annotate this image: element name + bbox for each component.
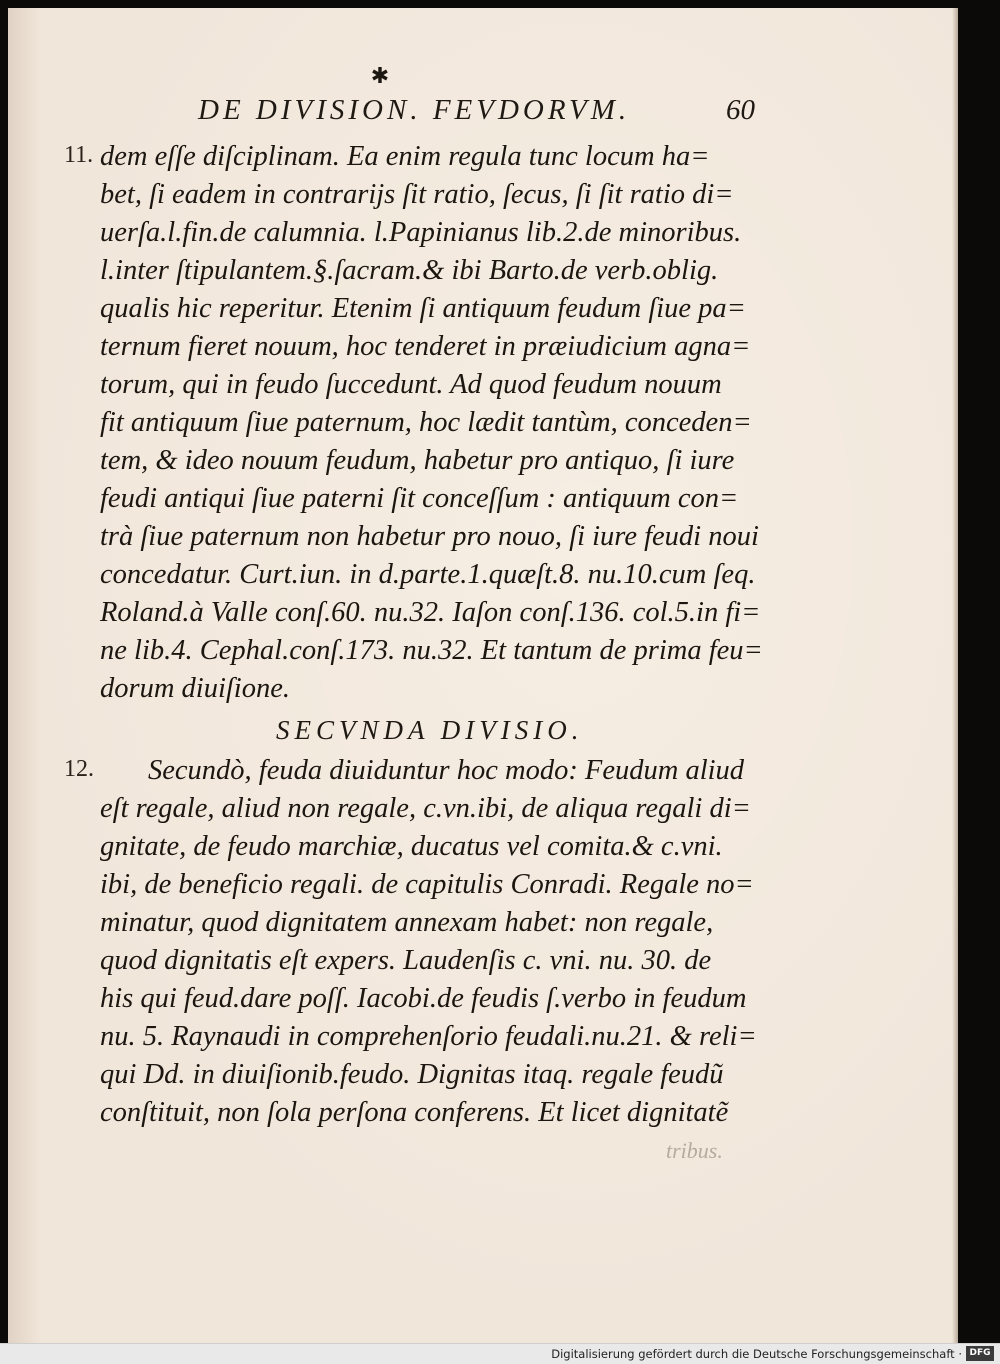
text-line: eſt regale, aliud non regale, c.vn.ibi, de aliqua regali di= (100, 793, 751, 824)
text-line: bet, ſi eadem in contrarijs ſit ratio, ſecus, ſi ſit ratio di= (100, 179, 734, 210)
page-edge-shadow (952, 8, 958, 1343)
asterisk-ornament-icon: ✱ (370, 64, 390, 89)
text-line: nu. 5. Raynaudi in comprehenſorio feudali.nu.21. & reli= (100, 1021, 757, 1052)
text-line: his qui feud.dare poſſ. Iacobi.de feudis ſ.verbo in feudum (100, 983, 747, 1014)
text-line: tem, & ideo nouum feudum, habetur pro antiquo, ſi iure (100, 445, 735, 476)
text-line: concedatur. Curt.iun. in d.parte.1.quæſt.8. nu.10.cum ſeq. (100, 559, 756, 590)
text-line: qui Dd. in diuiſionib.feudo. Dignitas itaq. regale feudũ (100, 1059, 724, 1090)
catchword: tribus. (666, 1138, 723, 1163)
text-line: uerſa.l.fin.de calumnia. l.Papinianus lib.2.de minoribus. (100, 217, 742, 248)
book-page (8, 8, 958, 1343)
text-line: minatur, quod dignitatem annexam habet: non regale, (100, 907, 714, 938)
dfg-logo-icon: DFG (966, 1346, 994, 1361)
text-line: gnitate, de feudo marchiæ, ducatus vel comita.& c.vni. (100, 831, 723, 862)
footer-credit-text: Digitalisierung gefördert durch die Deutsche Forschungsgemeinschaft · (551, 1347, 962, 1361)
text-line: trà ſiue paternum non habetur pro nouo, ſi iure feudi noui (100, 521, 759, 552)
margin-number-12: 12. (64, 756, 94, 782)
text-line: quod dignitatis eſt expers. Laudenſis c. vni. nu. 30. de (100, 945, 712, 976)
page-number: 60 (726, 94, 755, 126)
text-line: dorum diuiſione. (100, 673, 290, 704)
text-line: torum, qui in feudo ſuccedunt. Ad quod feudum nouum (100, 369, 722, 400)
text-line: ternum fieret nouum, hoc tenderet in præiudicium agna= (100, 331, 751, 362)
text-line: fit antiquum ſiue paternum, hoc lædit tantùm, conceden= (100, 407, 752, 438)
text-line: Secundò, feuda diuiduntur hoc modo: Feudum aliud (148, 755, 745, 786)
text-line: Roland.à Valle conſ.60. nu.32. Iaſon conſ.136. col.5.in fi= (100, 597, 761, 628)
text-line: ibi, de beneficio regali. de capitulis Conradi. Regale no= (100, 869, 754, 900)
section-heading: SECVNDA DIVISIO. (276, 715, 584, 745)
running-head: DE DIVISION. FEVDORVM. (198, 94, 631, 126)
text-line: l.inter ſtipulantem.§.ſacram.& ibi Barto.de verb.oblig. (100, 255, 719, 286)
text-line: feudi antiqui ſiue paterni ſit conceſſum : antiquum con= (100, 483, 739, 514)
text-line: dem eſſe diſciplinam. Ea enim regula tunc locum ha= (100, 141, 710, 172)
digitization-footer (0, 1343, 1000, 1364)
text-line: conſtituit, non ſola perſona conferens. Et licet dignitatẽ (100, 1097, 729, 1128)
text-line: qualis hic reperitur. Etenim ſi antiquum feudum ſiue pa= (100, 293, 746, 324)
margin-number-11: 11. (64, 142, 94, 168)
text-line: ne lib.4. Cephal.conſ.173. nu.32. Et tantum de prima feu= (100, 635, 763, 666)
